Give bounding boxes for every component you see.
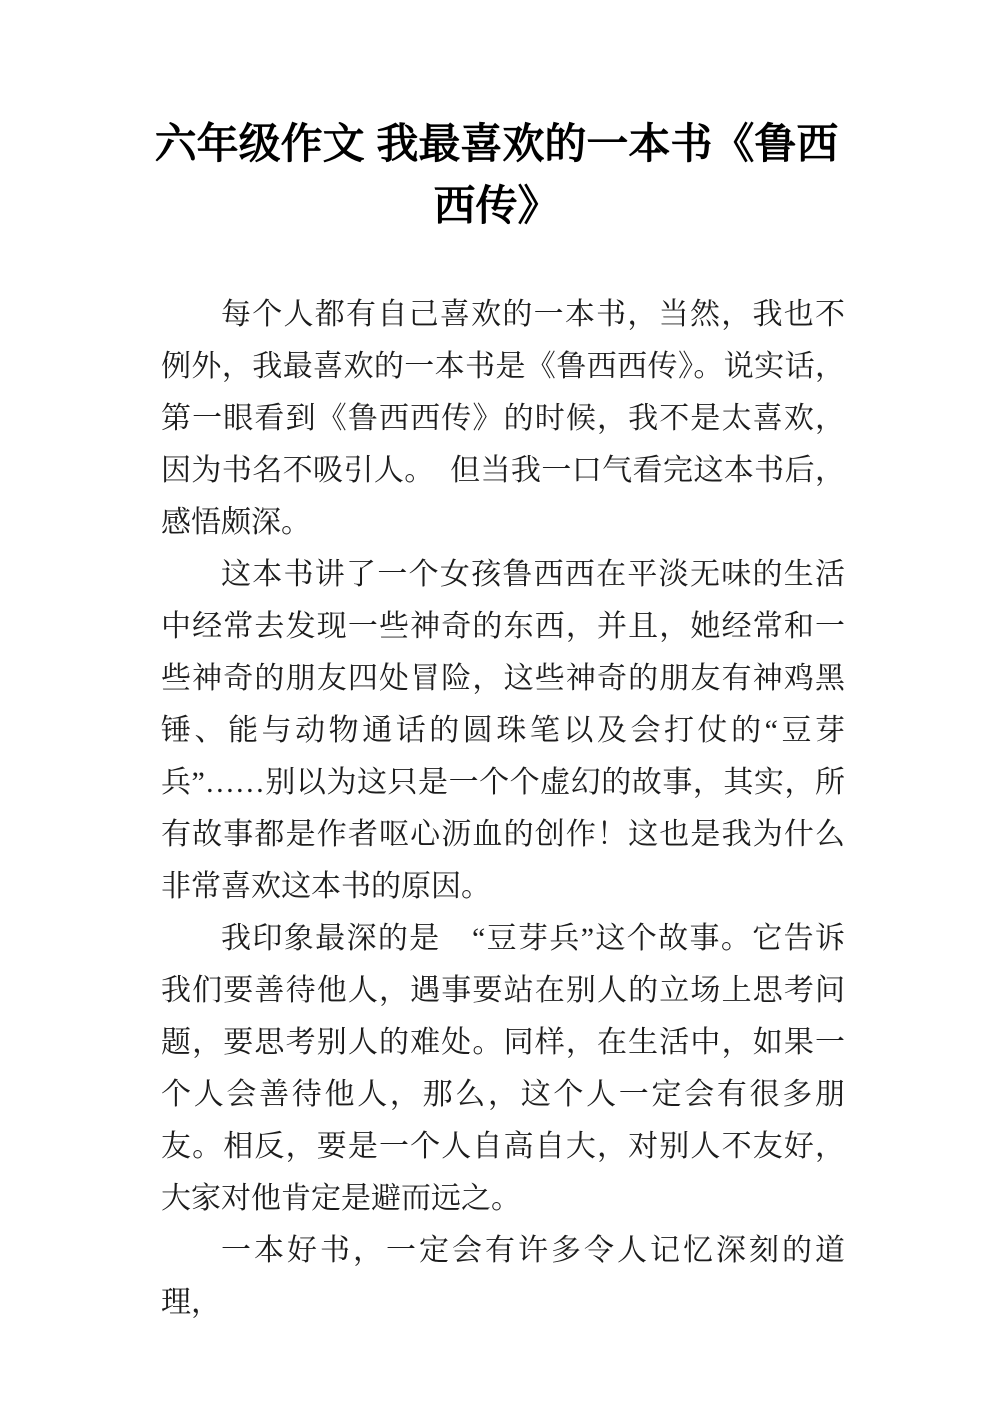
essay-body <box>161 289 845 1329</box>
essay-paragraph: 每个人都有自己喜欢的一本书，当然，我也不例外，我最喜欢的一本书是《鲁西西传》。说实话，第一眼看到《鲁西西传》的时候，我不是太喜欢，因为书名不吸引人。 但当我一口气看完这本书后，感悟颇深。 <box>161 298 845 539</box>
essay-paragraph: 我印象最深的是 “豆芽兵”这个故事。它告诉我们要善待他人，遇事要站在别人的立场上思考问题，要思考别人的难处。同样，在生活中，如果一个人会善待他人，那么，这个人一定会有很多朋友。相反，要是一个人自高自大，对别人不友好，大家对他肯定是避而远之。 <box>161 922 845 1215</box>
essay-paragraph: 这本书讲了一个女孩鲁西西在平淡无味的生活中经常去发现一些神奇的东西，并且，她经常和一些神奇的朋友四处冒险，这些神奇的朋友有神鸡黑锤、能与动物通话的圆珠笔以及会打仗的“豆芽兵”……别以为这只是一个个虚幻的故事，其实，所有故事都是作者呕心沥血的创作！这也是我为什么非常喜欢这本书的原因。 <box>161 558 845 903</box>
essay-paragraph: 一本好书，一定会有许多令人记忆深刻的道理， <box>161 1234 845 1319</box>
essay-title: 六年级作文 我最喜欢的一本书《鲁西西传》 <box>154 120 839 229</box>
